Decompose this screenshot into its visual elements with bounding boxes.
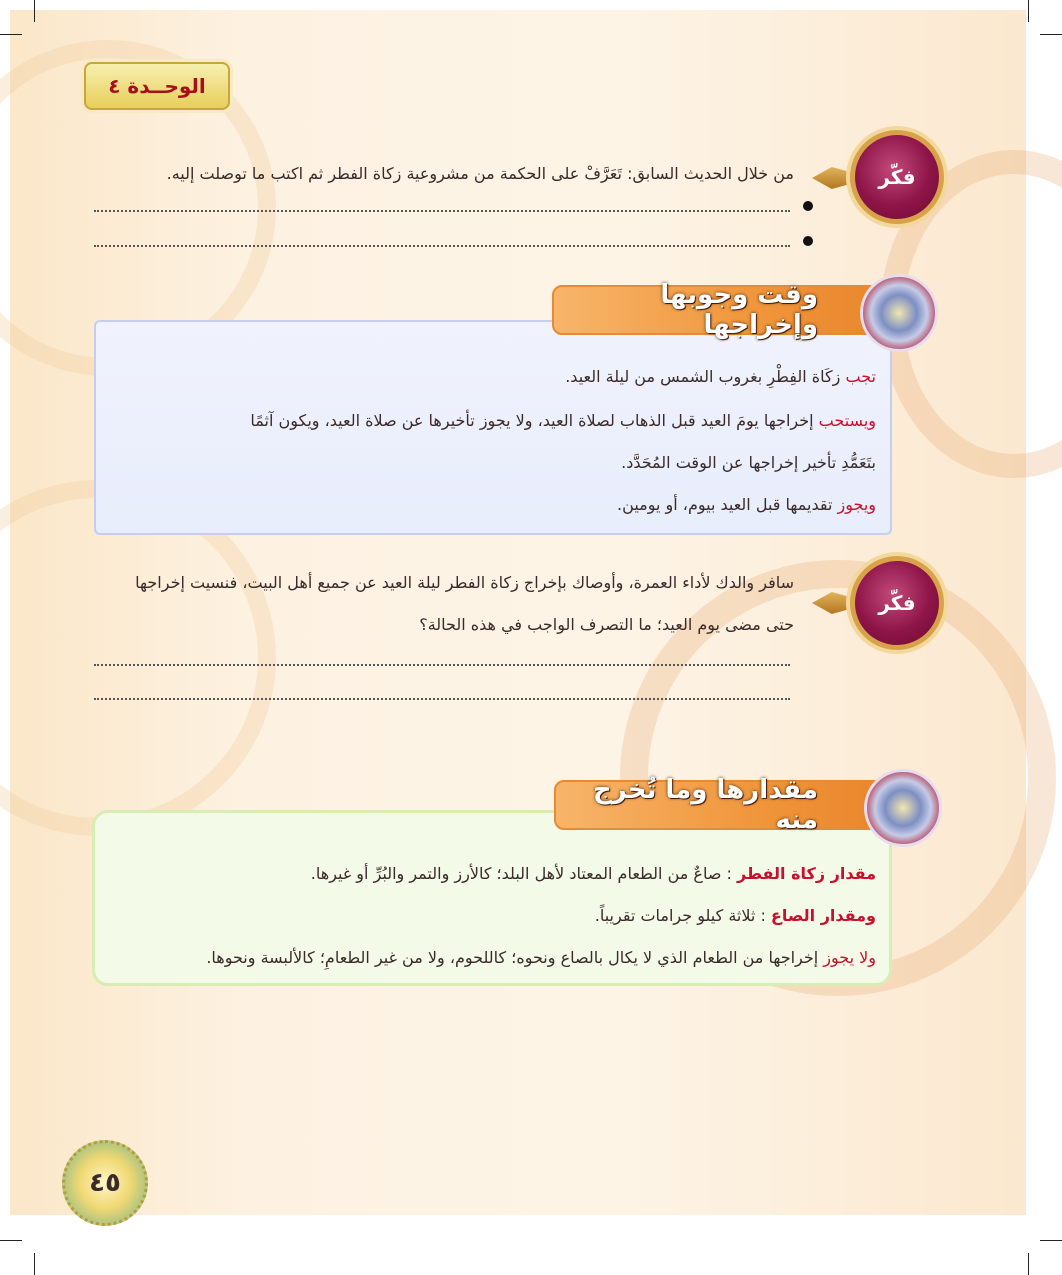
crop-mark xyxy=(1028,0,1029,22)
text-fragment: إخراجها من الطعام الذي لا يكال بالصاع ونحوه؛ كاللحوم، ولا من غير الطعامِ؛ كالألبسة ونحوها. xyxy=(206,948,819,967)
section-banner xyxy=(552,280,900,340)
think-badge xyxy=(850,556,944,650)
rosette-icon xyxy=(864,769,942,847)
highlight-word: ومقدار الصاع xyxy=(770,906,876,925)
crop-mark xyxy=(1040,34,1062,35)
text-line xyxy=(110,492,876,518)
answer-line[interactable] xyxy=(94,245,790,247)
crop-mark xyxy=(0,34,22,35)
rosette-icon xyxy=(860,274,938,352)
text-line xyxy=(110,903,876,929)
text-fragment: : صاعٌ من الطعام المعتاد لأهل البلد؛ كالأرز والتمر والبُرِّ أو غيرها. xyxy=(310,864,732,883)
crop-mark xyxy=(34,1253,35,1275)
text-line xyxy=(110,861,876,887)
text-fragment: : ثلاثة كيلو جرامات تقريباً. xyxy=(594,906,766,925)
highlight-word: مقدار زكاة الفطر xyxy=(736,864,876,883)
crop-mark xyxy=(34,0,35,22)
unit-label: الوحــدة ٤ xyxy=(108,74,206,98)
text-fragment: زكَاة الفِطْرِ بغروب الشمس من ليلة العيد. xyxy=(565,367,841,386)
think-question-line: سافر والدك لأداء العمرة، وأوصاك بإخراج زكاة الفطر ليلة العيد عن جميع أهل البيت، فنسيت إخراجها xyxy=(135,573,794,592)
section-title: وقت وجوبها وإخراجها xyxy=(660,280,818,340)
section-banner xyxy=(554,775,900,835)
think-badge-label: فكّر xyxy=(878,591,916,615)
text-line: بتَعَمُّدِ تأخير إخراجها عن الوقت المُحَدَّد. xyxy=(621,453,876,472)
answer-line[interactable] xyxy=(94,664,790,666)
page-number xyxy=(62,1140,148,1226)
think-badge-label: فكّر xyxy=(878,165,916,189)
highlight-word: ولا يجوز xyxy=(823,948,876,967)
text-line xyxy=(110,945,876,971)
bullet-icon xyxy=(803,236,813,246)
answer-line[interactable] xyxy=(94,698,790,700)
crop-mark xyxy=(0,1240,22,1241)
bullet-icon xyxy=(803,201,813,211)
think-badge xyxy=(850,130,944,224)
highlight-word: ويجوز xyxy=(837,495,876,514)
highlight-word: ويستحب xyxy=(818,411,876,430)
page-number-text: ٤٥ xyxy=(89,1168,121,1198)
crop-mark xyxy=(1040,1240,1062,1241)
section-title: مقدارها وما تُخرج منه xyxy=(592,775,818,835)
answer-line[interactable] xyxy=(94,210,790,212)
crop-mark xyxy=(1028,1253,1029,1275)
think-question-line: حتى مضى يوم العيد؛ ما التصرف الواجب في هذه الحالة؟ xyxy=(419,615,794,634)
think-prompt: من خلال الحديث السابق: تَعَرَّفْ على الحكمة من مشروعية زكاة الفطر ثم اكتب ما توصلت إليه. xyxy=(166,164,794,183)
text-line xyxy=(100,408,876,434)
text-fragment: تقديمها قبل العيد بيوم، أو يومين. xyxy=(617,495,833,514)
text-fragment: إخراجها يومَ العيد قبل الذهاب لصلاة العيد، ولا يجوز تأخيرها عن صلاة العيد، ويكون آثمًا xyxy=(250,411,814,430)
unit-tag xyxy=(84,62,230,110)
text-line xyxy=(110,364,876,390)
highlight-word: تجب xyxy=(845,367,876,386)
